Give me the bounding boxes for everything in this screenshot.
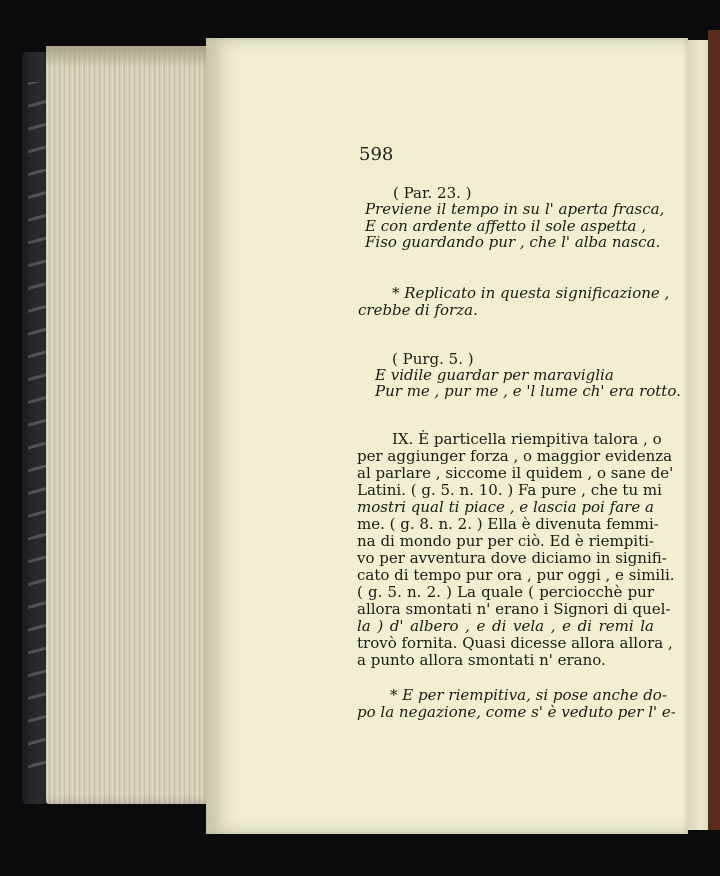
para-line: vo per avventura dove diciamo in signifi- — [357, 549, 667, 567]
page-number: 598 — [359, 144, 394, 165]
page-stack-edge — [46, 46, 216, 804]
para-line: a punto allora smontati n' erano. — [357, 651, 606, 669]
para-line: allora smontati n' erano i Signori di quel- — [357, 600, 671, 618]
book-cover-right — [708, 30, 720, 830]
verse-line: Pur me , pur me , e 'l lume ch' era rotto. — [375, 382, 681, 400]
note-line: crebbe di forza. — [358, 301, 478, 319]
para-line: la ) d' albero , e di vela , e di remi la — [357, 617, 654, 635]
note-line: * Replicato in questa significazione , — [392, 284, 670, 302]
para-line: me. ( g. 8. n. 2. ) Ella è divenuta femmi- — [357, 515, 659, 533]
verse-line: Previene il tempo in su l' aperta frasca, — [365, 200, 665, 218]
para-line: per aggiunger forza , o maggior evidenza — [357, 447, 673, 465]
para-line: IX. È particella riempitiva talora , o — [392, 430, 662, 448]
verse-line: Fiso guardando pur , che l' alba nasca. — [365, 233, 661, 251]
citation-ref: ( Purg. 5. ) — [392, 350, 474, 368]
para-line: cato di tempo pur ora , pur oggi , e simili. — [357, 566, 675, 584]
citation-ref: ( Par. 23. ) — [393, 184, 472, 202]
para-line: al parlare , siccome il quidem , o sane de' — [357, 464, 674, 482]
para-line: na di mondo pur per ciò. Ed è riempiti- — [357, 532, 654, 550]
para-line: trovò fornita. Quasi dicesse allora allora , — [357, 634, 673, 652]
para-line: mostri qual ti piace , e lascia poi fare a — [357, 498, 654, 516]
note-line: po la negazione, come s' è veduto per l' e- — [357, 703, 676, 721]
verse-line: E con ardente affetto il sole aspetta , — [365, 217, 646, 235]
para-line: ( g. 5. n. 2. ) La quale ( perciocchè pur — [357, 583, 654, 601]
verse-line: E vidile guardar per maraviglia — [375, 366, 614, 384]
para-line: Latini. ( g. 5. n. 10. ) Fa pure , che tu mi — [357, 481, 662, 499]
note-line: * E per riempitiva, si pose anche do- — [390, 686, 667, 704]
